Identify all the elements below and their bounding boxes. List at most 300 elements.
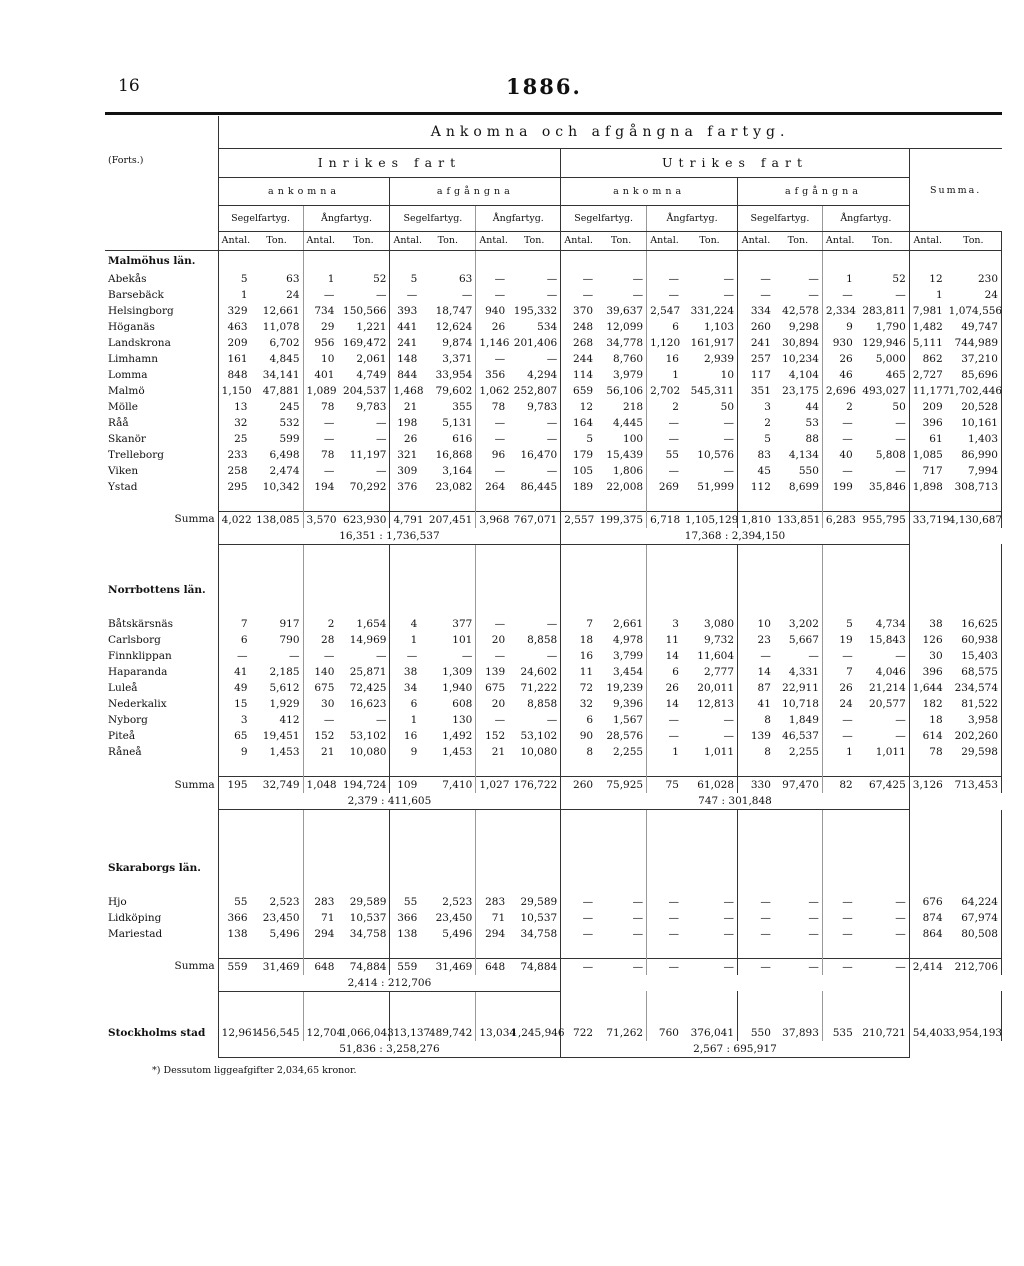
value-cell: 1,940: [420, 680, 476, 696]
utrikes-total: 747 : 301,848: [561, 793, 910, 810]
value-cell: 26: [665, 682, 679, 694]
value-cell: 1,702,446: [946, 383, 1002, 399]
value-cell: 21,214: [856, 680, 910, 696]
row-name: Skanör: [105, 431, 218, 447]
summa-cell: 7,410: [420, 777, 476, 794]
value-cell: 463: [227, 320, 248, 333]
summa-cell: —: [647, 958, 682, 975]
value-cell: 11,177: [912, 384, 950, 397]
value-cell: 19,239: [596, 680, 647, 696]
summa-cell: 75: [647, 777, 682, 794]
unit-header-row: [105, 232, 1002, 251]
value-cell: 8: [764, 714, 771, 726]
summa-cell: 3,968: [476, 511, 508, 528]
value-cell: 1: [672, 368, 679, 381]
value-cell: 376,041: [682, 1025, 738, 1041]
value-cell: 7: [240, 618, 248, 630]
table-row: [105, 680, 1002, 696]
value-cell: —: [582, 272, 594, 285]
value-cell: 3,979: [596, 367, 647, 383]
ton-heading: Ton.: [420, 232, 476, 251]
value-cell: 396: [922, 416, 943, 429]
value-cell: 138: [397, 927, 418, 940]
value-cell: 7,994: [946, 463, 1002, 479]
value-cell: 45: [757, 464, 771, 477]
value-cell: 917: [251, 616, 304, 632]
value-cell: —: [508, 287, 561, 303]
value-cell: 1,120: [650, 336, 681, 349]
value-cell: 10: [682, 367, 738, 383]
value-cell: 11,604: [682, 648, 738, 664]
value-cell: 28,576: [596, 728, 647, 744]
value-cell: 9,783: [337, 399, 390, 415]
value-cell: 8,699: [774, 479, 823, 495]
value-cell: 4,134: [774, 447, 823, 463]
table-row: [105, 696, 1002, 712]
value-cell: —: [420, 648, 476, 664]
value-cell: 264: [485, 480, 506, 493]
value-cell: —: [668, 432, 679, 445]
value-cell: 10,080: [508, 744, 561, 760]
value-cell: 139: [485, 666, 506, 678]
value-cell: 72: [579, 682, 594, 694]
value-cell: 23,175: [774, 383, 823, 399]
value-cell: 675: [314, 682, 335, 694]
summa-cell: 109: [390, 777, 420, 794]
value-cell: 209: [922, 400, 943, 413]
value-cell: 329: [227, 304, 248, 317]
value-cell: 2,939: [682, 351, 738, 367]
inrikes-ankomna-heading: ankomna: [268, 186, 341, 197]
value-cell: 52: [337, 271, 390, 287]
value-cell: —: [668, 911, 679, 924]
value-cell: 321: [397, 448, 418, 461]
value-cell: —: [406, 288, 418, 301]
value-cell: 6: [240, 634, 248, 646]
value-cell: 608: [420, 696, 476, 712]
value-cell: 283: [485, 895, 506, 908]
value-cell: 25,871: [337, 664, 390, 680]
value-cell: —: [682, 728, 738, 744]
value-cell: 71: [491, 911, 506, 924]
value-cell: —: [494, 618, 506, 630]
row-name: Luleå: [105, 680, 218, 696]
utrikes-afgangna-heading: afgångna: [784, 186, 862, 197]
summa-cell: 648: [476, 958, 508, 975]
value-cell: 13,137: [393, 1027, 431, 1039]
value-cell: 355: [420, 399, 476, 415]
value-cell: 126: [922, 634, 943, 646]
value-cell: 241: [397, 336, 418, 349]
value-cell: 78: [321, 400, 335, 413]
value-cell: 7,981: [912, 304, 943, 317]
value-cell: 55: [234, 895, 248, 908]
value-cell: 129,946: [856, 335, 910, 351]
value-cell: 3,371: [420, 351, 476, 367]
value-cell: 1,790: [856, 319, 910, 335]
value-cell: 2,702: [650, 384, 681, 397]
value-cell: —: [856, 287, 910, 303]
value-cell: 258: [227, 464, 248, 477]
value-cell: —: [323, 288, 335, 301]
value-cell: 14: [665, 650, 679, 662]
table-row: [105, 616, 1002, 632]
value-cell: 14: [757, 666, 771, 678]
value-cell: —: [668, 272, 679, 285]
value-cell: 53,102: [337, 728, 390, 744]
value-cell: 10,342: [251, 479, 304, 495]
value-cell: —: [856, 415, 910, 431]
value-cell: —: [842, 911, 853, 924]
value-cell: 28: [321, 634, 335, 646]
value-cell: 10,234: [774, 351, 823, 367]
value-cell: 218: [596, 399, 647, 415]
value-cell: 35,846: [856, 479, 910, 495]
row-name: Barsebäck: [105, 287, 218, 303]
antal-heading: Antal.: [476, 232, 508, 251]
value-cell: —: [668, 730, 679, 742]
summa-cell: 330: [738, 777, 774, 794]
value-cell: 38: [403, 666, 418, 678]
value-cell: 930: [832, 336, 853, 349]
value-cell: 1,806: [596, 463, 647, 479]
value-cell: —: [842, 895, 853, 908]
row-name: Lidköping: [105, 910, 218, 926]
value-cell: 71: [321, 911, 335, 924]
value-cell: 90: [579, 730, 594, 742]
value-cell: 1,929: [251, 696, 304, 712]
value-cell: 1: [327, 272, 335, 285]
value-cell: 71,262: [596, 1025, 647, 1041]
value-cell: 9,783: [508, 399, 561, 415]
value-cell: 294: [314, 927, 335, 940]
value-cell: 138: [227, 927, 248, 940]
antal-heading: Antal.: [822, 232, 855, 251]
value-cell: —: [668, 288, 679, 301]
value-cell: 1,221: [337, 319, 390, 335]
value-cell: 1: [240, 288, 248, 301]
value-cell: 1: [410, 634, 418, 646]
value-cell: 16: [665, 352, 679, 365]
value-cell: 15,843: [856, 632, 910, 648]
summa-cell: 6,718: [647, 511, 682, 528]
summa-cell: 4,791: [390, 511, 420, 528]
row-name: Ystad: [105, 479, 218, 495]
value-cell: 70,292: [337, 479, 390, 495]
value-cell: —: [760, 272, 771, 285]
utrikes-heading: Utrikes fart: [662, 154, 808, 170]
value-cell: —: [596, 910, 647, 926]
ton-heading: Ton.: [774, 232, 823, 251]
value-cell: —: [774, 926, 823, 942]
value-cell: 79,602: [420, 383, 476, 399]
value-cell: 25: [234, 432, 248, 445]
value-cell: 5,111: [912, 336, 943, 349]
value-cell: —: [774, 271, 823, 287]
row-name: Abekås: [105, 271, 218, 287]
value-cell: 12,099: [596, 319, 647, 335]
value-cell: 29,589: [337, 894, 390, 910]
value-cell: 60,938: [946, 632, 1002, 648]
value-cell: 210,721: [856, 1025, 910, 1041]
main-heading: Ankomna och afgångna fartyg.: [430, 123, 790, 140]
value-cell: 2,255: [596, 744, 647, 760]
value-cell: 50: [682, 399, 738, 415]
value-cell: —: [682, 271, 738, 287]
summa-cell: 212,706: [946, 958, 1002, 975]
value-cell: —: [668, 714, 679, 726]
value-cell: —: [856, 728, 910, 744]
summa-cell: 260: [561, 777, 596, 794]
value-cell: 49,747: [946, 319, 1002, 335]
value-cell: 32: [579, 698, 594, 710]
value-cell: 233: [227, 448, 248, 461]
value-cell: —: [508, 463, 561, 479]
value-cell: 874: [922, 911, 943, 924]
value-cell: 199: [832, 480, 853, 493]
inrikes-total: 16,351 : 1,736,537: [218, 528, 561, 545]
summa-cell: 195: [218, 777, 250, 794]
value-cell: 8,858: [508, 696, 561, 712]
value-cell: 38: [929, 618, 943, 630]
table-row: [105, 415, 1002, 431]
value-cell: 16,868: [420, 447, 476, 463]
row-name: Lomma: [105, 367, 218, 383]
value-cell: 244: [573, 352, 594, 365]
value-cell: 30,894: [774, 335, 823, 351]
summa-label: Summa: [105, 511, 218, 528]
value-cell: 396: [922, 666, 943, 678]
value-cell: 85,696: [946, 367, 1002, 383]
value-cell: 532: [251, 415, 304, 431]
value-cell: 161,917: [682, 335, 738, 351]
value-cell: —: [323, 432, 335, 445]
value-cell: 676: [922, 895, 943, 908]
value-cell: 20: [491, 634, 506, 646]
value-cell: 9,732: [682, 632, 738, 648]
value-cell: —: [760, 650, 771, 662]
ang-heading: Ångfartyg.: [320, 213, 373, 224]
value-cell: 1,482: [912, 320, 943, 333]
value-cell: 30: [321, 698, 335, 710]
value-cell: 956: [314, 336, 335, 349]
summa-cell: 67,425: [856, 777, 910, 794]
value-cell: 5,000: [856, 351, 910, 367]
value-cell: 534: [508, 319, 561, 335]
value-cell: 37,893: [774, 1025, 823, 1041]
top-rule: [105, 112, 1002, 115]
value-cell: 64,224: [946, 894, 1002, 910]
row-name: Viken: [105, 463, 218, 479]
value-cell: 101: [420, 632, 476, 648]
value-cell: 169,472: [337, 335, 390, 351]
value-cell: —: [494, 272, 506, 285]
value-cell: 2,523: [420, 894, 476, 910]
value-cell: 2: [672, 400, 679, 413]
value-cell: 71,222: [508, 680, 561, 696]
value-cell: 309: [397, 464, 418, 477]
value-cell: 4,845: [251, 351, 304, 367]
ton-heading: Ton.: [946, 232, 1002, 251]
value-cell: 257: [750, 352, 771, 365]
value-cell: 351: [750, 384, 771, 397]
value-cell: 370: [573, 304, 594, 317]
value-cell: 722: [573, 1027, 594, 1039]
value-cell: 5: [586, 432, 594, 445]
summa-cell: 1,810: [738, 511, 774, 528]
value-cell: 18: [579, 634, 594, 646]
value-cell: 50: [856, 399, 910, 415]
summa-label: Summa: [105, 777, 218, 794]
value-cell: 63: [420, 271, 476, 287]
value-cell: 14: [665, 698, 679, 710]
value-cell: 130: [420, 712, 476, 728]
value-cell: 202,260: [946, 728, 1002, 744]
value-cell: 18: [929, 714, 943, 726]
totals-row: [105, 528, 1002, 545]
value-cell: —: [682, 712, 738, 728]
value-cell: 717: [922, 464, 943, 477]
value-cell: —: [668, 464, 679, 477]
summa-cell: 3,570: [303, 511, 337, 528]
value-cell: 23: [757, 634, 771, 646]
value-cell: —: [494, 288, 506, 301]
value-cell: 376: [397, 480, 418, 493]
value-cell: 441: [397, 320, 418, 333]
value-cell: 10,576: [682, 447, 738, 463]
row-name: Mariestad: [105, 926, 218, 942]
value-cell: 78: [491, 400, 506, 413]
value-cell: 2,255: [774, 744, 823, 760]
value-cell: 198: [397, 416, 418, 429]
value-cell: —: [668, 895, 679, 908]
value-cell: —: [508, 712, 561, 728]
summa-heading: Summa.: [929, 184, 982, 196]
summa-row: [105, 958, 1002, 975]
segel-heading: Segelfartyg.: [231, 213, 291, 224]
ang-heading: Ångfartyg.: [492, 213, 544, 224]
value-cell: 18,747: [420, 303, 476, 319]
value-cell: 1,103: [682, 319, 738, 335]
value-cell: 9,874: [420, 335, 476, 351]
value-cell: 117: [750, 368, 771, 381]
utrikes-ankomna-heading: ankomna: [613, 186, 686, 197]
summa-cell: 82: [822, 777, 855, 794]
summa-cell: 623,930: [337, 511, 390, 528]
value-cell: —: [237, 650, 248, 662]
summa-cell: 1,105,129: [682, 511, 738, 528]
value-cell: 12,813: [682, 696, 738, 712]
value-cell: 21: [321, 746, 335, 758]
value-cell: 5: [764, 432, 771, 445]
value-cell: 63: [251, 271, 304, 287]
row-name: Hjo: [105, 894, 218, 910]
stockholm-row: [105, 1025, 1002, 1041]
value-cell: 112: [750, 480, 771, 493]
value-cell: 49: [234, 682, 248, 694]
value-cell: 51,999: [682, 479, 738, 495]
value-cell: —: [582, 288, 594, 301]
table-row: [105, 335, 1002, 351]
value-cell: 194: [314, 480, 335, 493]
value-cell: 268: [573, 336, 594, 349]
value-cell: —: [842, 288, 853, 301]
value-cell: 2: [327, 618, 335, 630]
summa-cell: —: [682, 958, 738, 975]
summa-cell: 4,022: [218, 511, 250, 528]
summa-cell: 199,375: [596, 511, 647, 528]
value-cell: 9: [846, 320, 853, 333]
value-cell: 8,858: [508, 632, 561, 648]
value-cell: —: [856, 910, 910, 926]
row-name: Malmö: [105, 383, 218, 399]
summa-cell: 32,749: [251, 777, 304, 794]
value-cell: 489,742: [420, 1025, 476, 1041]
value-cell: 1,644: [912, 682, 943, 694]
value-cell: —: [774, 910, 823, 926]
value-cell: 9,396: [596, 696, 647, 712]
table-row: [105, 383, 1002, 399]
table-row: [105, 728, 1002, 744]
table-row: [105, 926, 1002, 942]
value-cell: —: [682, 894, 738, 910]
value-cell: 33,954: [420, 367, 476, 383]
value-cell: 139: [750, 730, 771, 742]
value-cell: 9,298: [774, 319, 823, 335]
value-cell: 7: [846, 666, 853, 678]
utrikes-total: [561, 975, 910, 992]
value-cell: —: [682, 463, 738, 479]
value-cell: 11,078: [251, 319, 304, 335]
summa-cell: 2,414: [909, 958, 945, 975]
value-cell: 6,498: [251, 447, 304, 463]
value-cell: —: [323, 464, 335, 477]
value-cell: —: [494, 464, 506, 477]
table-row: [105, 399, 1002, 415]
value-cell: 9: [410, 746, 418, 758]
value-cell: 40: [839, 448, 853, 461]
section-title: Norrbottens län.: [105, 580, 218, 600]
value-cell: 14,969: [337, 632, 390, 648]
value-cell: 39,637: [596, 303, 647, 319]
value-cell: 675: [485, 682, 506, 694]
value-cell: 6: [672, 666, 679, 678]
statistics-table: [105, 116, 1002, 1058]
row-name: Råneå: [105, 744, 218, 760]
value-cell: 4,046: [856, 664, 910, 680]
value-cell: 545,311: [682, 383, 738, 399]
value-cell: 12,961: [221, 1027, 259, 1039]
value-cell: 308,713: [946, 479, 1002, 495]
value-cell: 848: [227, 368, 248, 381]
value-cell: 2,777: [682, 664, 738, 680]
table-row: [105, 351, 1002, 367]
value-cell: 456,545: [251, 1025, 304, 1041]
value-cell: 864: [922, 927, 943, 940]
value-cell: 55: [403, 895, 418, 908]
value-cell: 5: [410, 272, 418, 285]
row-name: Råå: [105, 415, 218, 431]
row-name: Helsingborg: [105, 303, 218, 319]
value-cell: 8,760: [596, 351, 647, 367]
value-cell: 356: [485, 368, 506, 381]
summa-cell: 559: [218, 958, 250, 975]
row-name: Höganäs: [105, 319, 218, 335]
ton-heading: Ton.: [856, 232, 910, 251]
value-cell: 86,445: [508, 479, 561, 495]
value-cell: 4,749: [337, 367, 390, 383]
value-cell: —: [842, 730, 853, 742]
